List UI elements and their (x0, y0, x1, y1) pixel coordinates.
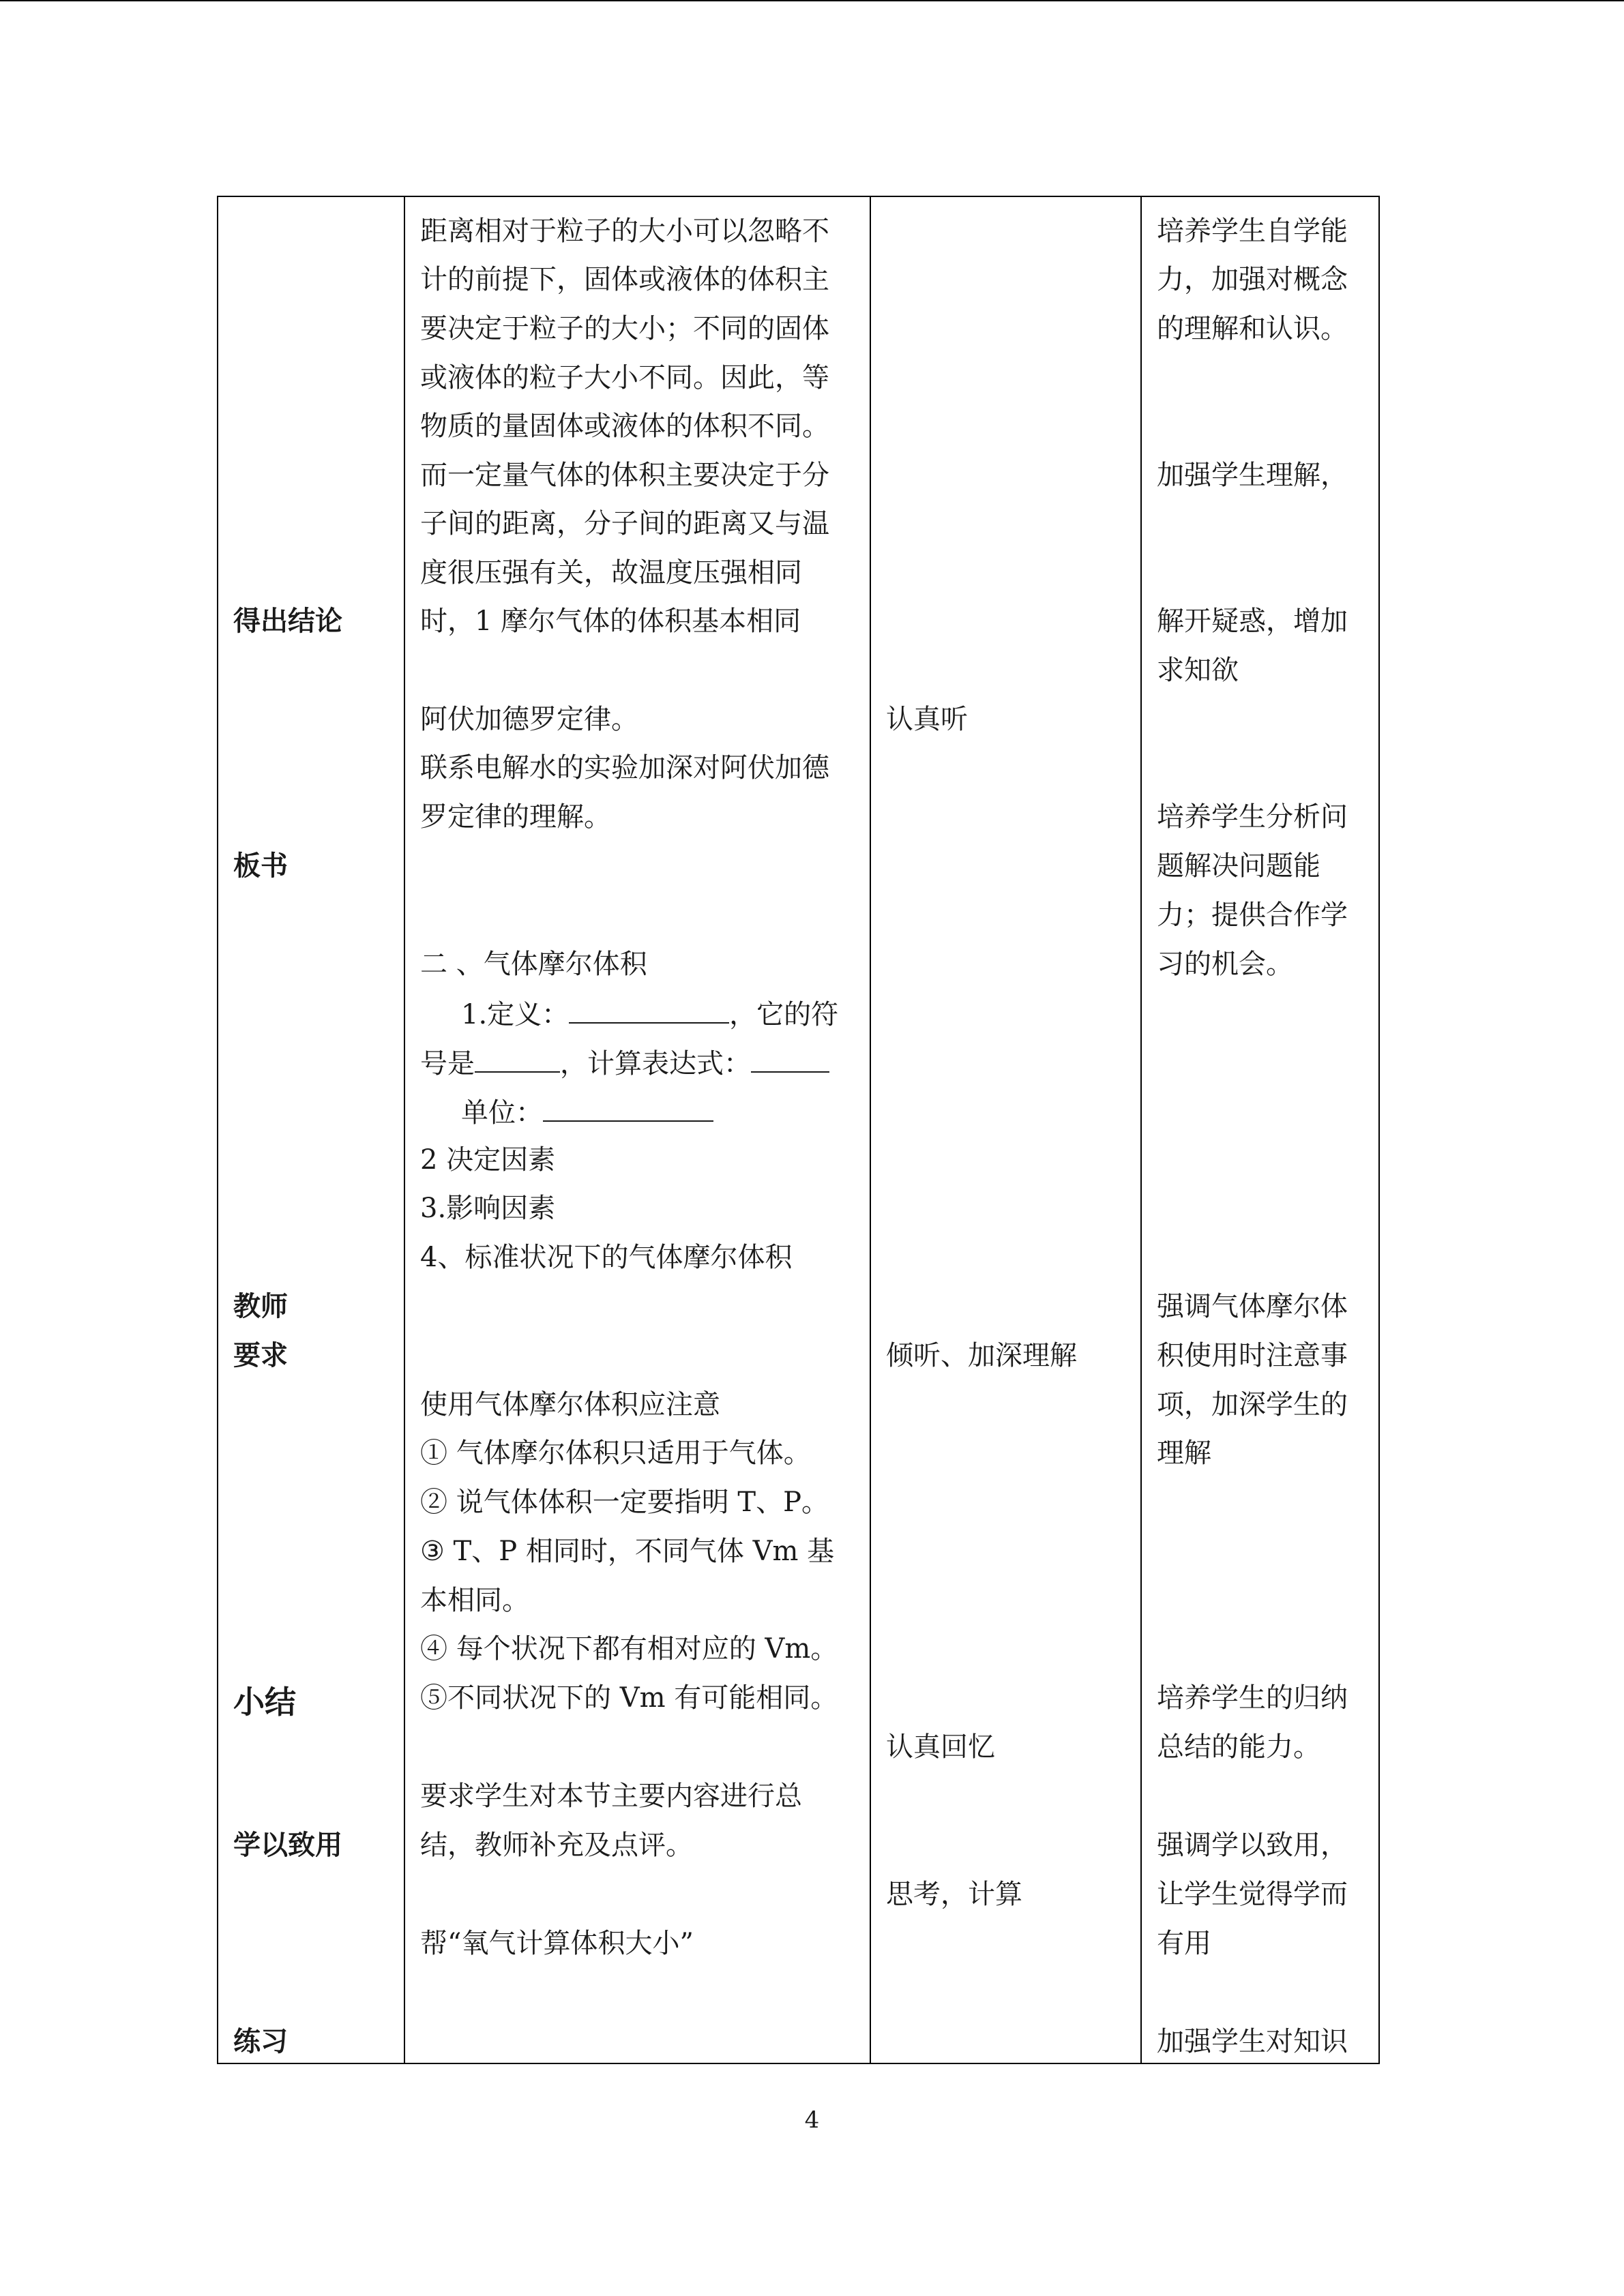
top-border-line (0, 0, 1624, 1)
content-line: 距离相对于粒子的大小可以忽略不 (420, 215, 829, 247)
intent-line: 力；提供合作学 (1157, 899, 1348, 931)
stage-label: 得出结论 (233, 605, 342, 637)
content-line: 结，教师补充及点评。 (420, 1830, 693, 1861)
content-line: 物质的量固体或液体的体积不同。 (420, 411, 829, 442)
content-line: 子间的距离，分子间的距离又与温 (420, 508, 829, 539)
content-line: 而一定量气体的体积主要决定于分 (420, 460, 829, 491)
definition-line (461, 999, 838, 1028)
content-line: 时，1 摩尔气体的体积基本相同 (420, 606, 801, 637)
formula-label: ，计算表达式： (560, 1048, 751, 1079)
intent-line: 题解决问题能 (1157, 850, 1320, 882)
intent-line: 解开疑惑，增加 (1157, 606, 1348, 637)
fill-in-blank (751, 1048, 829, 1073)
content-line: 度很压强有关，故温度压强相同 (420, 557, 802, 588)
intent-line: 强调学以致用， (1157, 1830, 1348, 1861)
definition-line (461, 1097, 713, 1127)
stage-column (218, 197, 404, 2063)
content-line: 或液体的粒子大小不同。因此，等 (420, 362, 829, 393)
stage-label: 要求 (233, 1339, 288, 1371)
intent-line: 让学生觉得学而 (1157, 1879, 1348, 1910)
intent-line: 培养学生的归纳 (1157, 1682, 1348, 1714)
teacher-content-column (405, 197, 870, 2063)
lesson-plan-table (217, 196, 1380, 2064)
activity-line: 认真听 (886, 704, 968, 735)
content-line: 本相同。 (420, 1585, 529, 1616)
content-line: 阿伏加德罗定律。 (420, 704, 638, 735)
content-line: 罗定律的理解。 (420, 801, 611, 833)
fill-in-blank (569, 999, 729, 1024)
intent-line: 理解 (1157, 1437, 1211, 1469)
activity-line: 认真回忆 (886, 1731, 995, 1763)
content-line: ⑤不同状况下的 Vm 有可能相同。 (420, 1682, 838, 1714)
content-line: ④ 每个状况下都有相对应的 Vm。 (420, 1633, 838, 1665)
content-line: ② 说气体体积一定要指明 T、P。 (420, 1487, 829, 1518)
content-line: 4、标准状况下的气体摩尔体积 (420, 1242, 793, 1273)
content-line: 要决定于粒子的大小；不同的固体 (420, 313, 829, 344)
intent-line: 有用 (1157, 1928, 1211, 1959)
content-line: 帮“氧气计算体积大小” (420, 1928, 694, 1959)
content-line: 要求学生对本节主要内容进行总 (420, 1780, 802, 1812)
definition-label: 1.定义： (461, 999, 570, 1030)
intent-line: 强调气体摩尔体 (1157, 1291, 1348, 1322)
stage-label: 练习 (233, 2025, 288, 2057)
stage-label: 小结 (233, 1684, 296, 1720)
definition-text: ，它的符 (729, 999, 839, 1030)
stage-label: 板书 (233, 850, 288, 882)
intent-line: 总结的能力。 (1157, 1731, 1320, 1763)
activity-line: 思考，计算 (886, 1879, 1022, 1910)
unit-label: 单位： (461, 1097, 543, 1129)
content-line: 联系电解水的实验加深对阿伏加德 (420, 752, 829, 784)
symbol-label: 号是 (420, 1048, 475, 1079)
fill-in-blank (543, 1097, 713, 1122)
intent-line: 项，加深学生的 (1157, 1389, 1348, 1420)
intent-line: 培养学生自学能 (1157, 215, 1348, 247)
intent-line: 力，加强对概念 (1157, 264, 1348, 295)
page-number: 4 (804, 2106, 820, 2134)
intent-line: 的理解和认识。 (1157, 313, 1348, 344)
content-line: 3.影响因素 (420, 1193, 556, 1224)
content-line: ③ T、P 相同时，不同气体 Vm 基 (420, 1536, 835, 1567)
fill-in-blank (475, 1048, 560, 1073)
student-activity-column (871, 197, 1140, 2063)
section-heading: 二 、气体摩尔体积 (420, 949, 647, 980)
intent-line: 加强学生对知识 (1157, 2026, 1348, 2057)
activity-line: 倾听、加深理解 (886, 1340, 1077, 1371)
intent-line: 习的机会。 (1157, 949, 1293, 980)
content-line: 使用气体摩尔体积应注意 (420, 1389, 720, 1420)
stage-label: 教师 (233, 1290, 288, 1322)
design-intent-column (1142, 197, 1378, 2063)
content-line: 2 决定因素 (420, 1144, 556, 1176)
intent-line: 求知欲 (1157, 655, 1239, 686)
intent-line: 培养学生分析问 (1157, 801, 1348, 833)
stage-label: 学以致用 (233, 1829, 342, 1861)
intent-line: 积使用时注意事 (1157, 1340, 1348, 1371)
intent-line: 加强学生理解， (1157, 460, 1348, 491)
content-line: 计的前提下，固体或液体的体积主 (420, 264, 829, 295)
content-line: ① 气体摩尔体积只适用于气体。 (420, 1437, 811, 1469)
definition-line (420, 1048, 829, 1077)
